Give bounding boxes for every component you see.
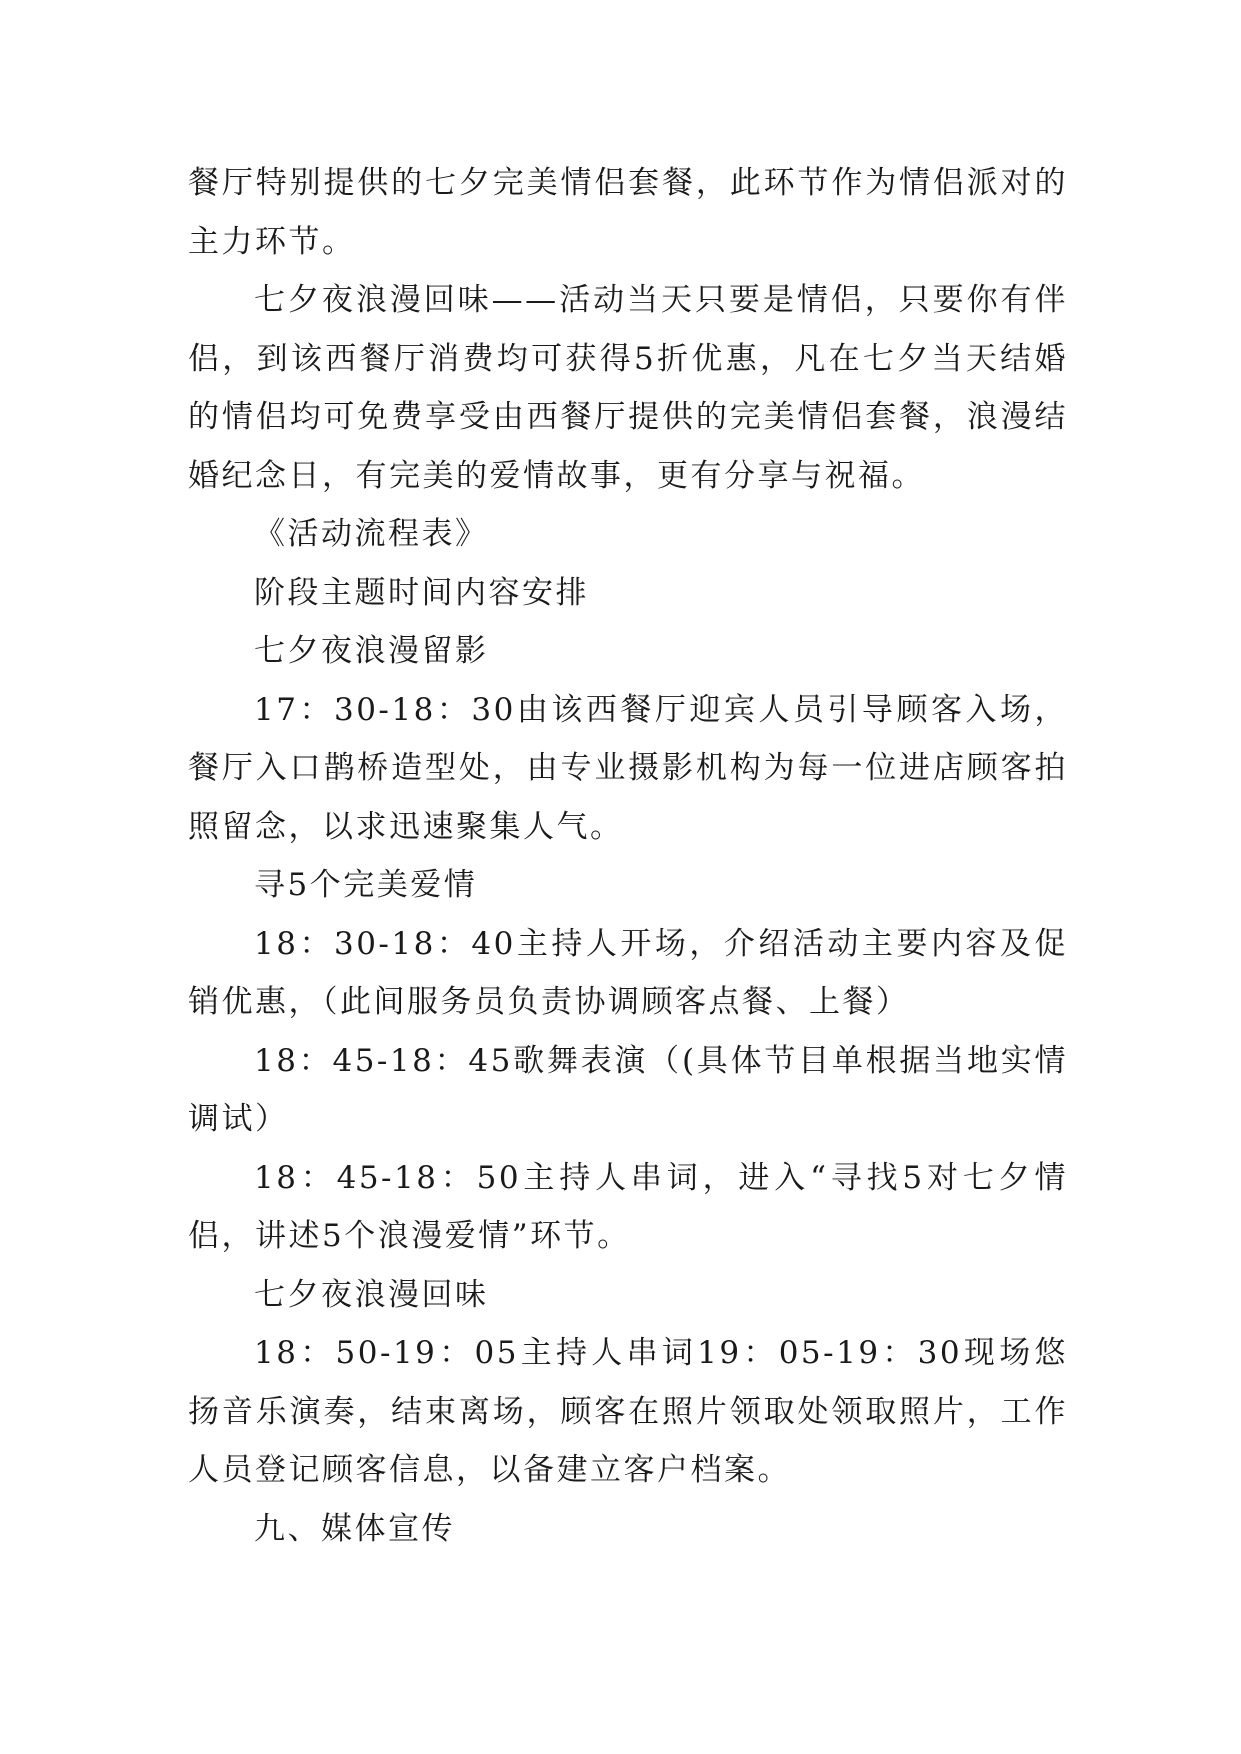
paragraph-schedule-title: 《活动流程表》: [254, 516, 489, 552]
paragraph-opening-schedule: 18：30-18：40主持人开场，介绍活动主要内容及促销优惠，（此间服务员负责协调顾客点餐、上餐）: [188, 925, 1068, 1020]
paragraph-table-header: 阶段主题时间内容安排: [254, 574, 589, 611]
paragraph-host-schedule: 18：45-18：50主持人串词，进入“寻找5对七夕情侣，讲述5个浪漫爱情”环节。: [188, 1159, 1068, 1254]
paragraph-closing-schedule: 18：50-19：05主持人串词19：05-19：30现场悠扬音乐演奏，结束离场，顾客在照片领取处领取照片，工作人员登记顾客信息，以备建立客户档案。: [188, 1335, 1068, 1488]
paragraph-package-intro: 餐厅特别提供的七夕完美情侣套餐，此环节作为情侣派对的主力环节。: [188, 165, 1068, 260]
paragraph-stage-photo: 七夕夜浪漫留影: [254, 633, 489, 669]
paragraph-entry-schedule: 17：30-18：30由该西餐厅迎宾人员引导顾客入场，餐厅入口鹊桥造型处，由专业摄影机构为每一位进店顾客拍照留念，以求迅速聚集人气。: [188, 691, 1068, 845]
document-body: [188, 154, 1068, 1558]
section-heading-media: 九、媒体宣传: [254, 1510, 455, 1547]
paragraph-stage-recall: 七夕夜浪漫回味: [254, 1276, 489, 1313]
paragraph-stage-love: 寻5个完美爱情: [254, 867, 478, 903]
paragraph-romantic-recall: 七夕夜浪漫回味——活动当天只要是情侣，只要你有伴侣，到该西餐厅消费均可获得5折优惠，凡在七夕当天结婚的情侣均可免费享受由西餐厅提供的完美情侣套餐，浪漫结婚纪念日，有完美的爱情故事，更有分享与祝福。: [188, 282, 1068, 494]
paragraph-performance-schedule: 18：45-18：45歌舞表演（(具体节目单根据当地实情调试）: [188, 1042, 1068, 1137]
